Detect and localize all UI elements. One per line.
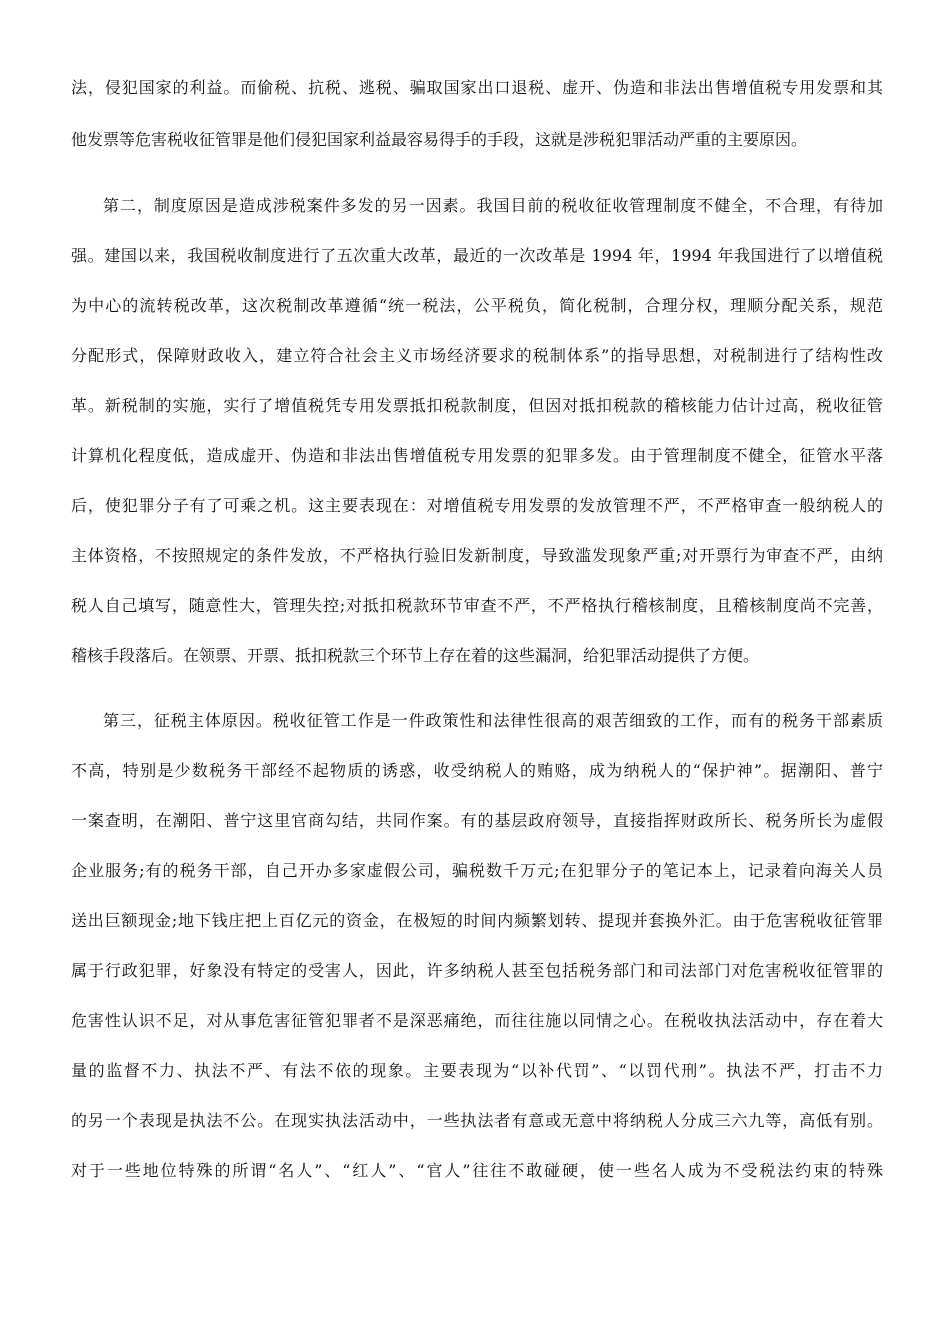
text-line: 企业服务;有的税务干部，自己开办多家虚假公司，骗税数千万元;在犯罪分子的笔记本上，记录着向海关人员 <box>71 861 883 880</box>
text-line: 计算机化程度低，造成虚开、伪造和非法出售增值税专用发票的犯罪多发。由于管理制度不健全，征管水平落 <box>71 446 883 465</box>
text-line: 后，使犯罪分子有了可乘之机。这主要表现在：对增值税专用发票的发放管理不严，不严格审查一般纳税人的 <box>71 496 883 515</box>
text-line: 法，侵犯国家的利益。而偷税、抗税、逃税、骗取国家出口退税、虚开、伪造和非法出售增值税专用发票和其 <box>71 78 883 97</box>
text-line: 送出巨额现金;地下钱庄把上百亿元的资金，在极短的时间内频繁划转、提现并套换外汇。由于危害税收征管罪 <box>71 911 883 930</box>
text-line: 为中心的流转税改革，这次税制改革遵循“统一税法，公平税负，简化税制，合理分权，理顺分配关系，规范 <box>71 296 883 315</box>
text-line: 税人自己填写，随意性大，管理失控;对抵扣税款环节审查不严，不严格执行稽核制度，且稽核制度尚不完善， <box>71 596 883 615</box>
text-line: 强。建国以来，我国税收制度进行了五次重大改革，最近的一次改革是 1994 年，1994 年我国进行了以增值税 <box>71 246 883 265</box>
text-line: 第三，征税主体原因。税收征管工作是一件政策性和法律性很高的艰苦细致的工作，而有的税务干部素质 <box>103 711 883 730</box>
text-line: 主体资格，不按照规定的条件发放，不严格执行验旧发新制度，导致滥发现象严重;对开票行为审查不严，由纳 <box>71 546 883 565</box>
text-line: 不高，特别是少数税务干部经不起物质的诱惑，收受纳税人的贿赂，成为纳税人的“保护神”。据潮阳、普宁 <box>71 761 883 780</box>
text-line: 量的监督不力、执法不严、有法不依的现象。主要表现为“以补代罚”、“以罚代刑”。执法不严，打击不力 <box>71 1061 883 1080</box>
text-line: 革。新税制的实施，实行了增值税凭专用发票抵扣税款制度，但因对抵扣税款的稽核能力估计过高，税收征管 <box>71 396 883 415</box>
text-line: 属于行政犯罪，好象没有特定的受害人，因此，许多纳税人甚至包括税务部门和司法部门对危害税收征管罪的 <box>71 961 883 980</box>
text-line: 对于一些地位特殊的所谓“名人”、“红人”、“官人”往往不敢碰硬，使一些名人成为不受税法约束的特殊 <box>71 1161 883 1180</box>
text-line: 的另一个表现是执法不公。在现实执法活动中，一些执法者有意或无意中将纳税人分成三六九等，高低有别。 <box>71 1111 883 1130</box>
text-line: 危害性认识不足，对从事危害征管犯罪者不是深恶痛绝，而往往施以同情之心。在税收执法活动中，存在着大 <box>71 1011 883 1030</box>
text-line: 稽核手段落后。在领票、开票、抵扣税款三个环节上存在着的这些漏洞，给犯罪活动提供了方便。 <box>71 646 760 665</box>
text-line: 分配形式，保障财政收入，建立符合社会主义市场经济要求的税制体系”的指导思想，对税制进行了结构性改 <box>71 346 883 365</box>
text-line: 一案查明，在潮阳、普宁这里官商勾结，共同作案。有的基层政府领导，直接指挥财政所长、税务所长为虚假 <box>71 811 883 830</box>
text-line: 第二，制度原因是造成涉税案件多发的另一因素。我国目前的税收征收管理制度不健全，不合理，有待加 <box>103 196 883 215</box>
text-line: 他发票等危害税收征管罪是他们侵犯国家利益最容易得手的手段，这就是涉税犯罪活动严重的主要原因。 <box>71 130 808 149</box>
